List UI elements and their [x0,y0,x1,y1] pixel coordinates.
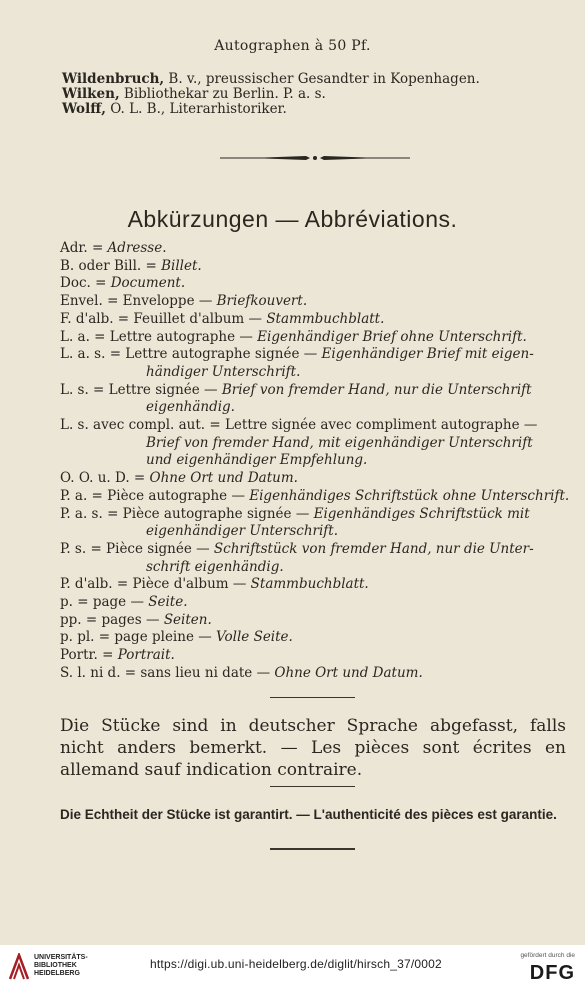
abbreviation-term: p. = page — [60,594,149,610]
abbreviation-meaning: Eigenhändiger Brief mit eigen- [321,346,534,363]
person-list [62,72,480,117]
abbreviation-meaning: Stammbuchblatt. [250,576,369,593]
abbreviation-line [60,541,534,557]
abbreviation-line [60,417,537,433]
abbreviation-term: P. s. = Pièce signée — [60,540,214,557]
abbreviation-meaning: Brief von fremder Hand, nur die Unterschrift [221,381,532,398]
abbreviation-line [60,629,293,645]
abbreviation-term: L. s. = Lettre signée — [60,381,222,398]
abbreviation-meaning: Seiten. [163,611,212,628]
abbreviation-meaning: Document. [110,275,186,292]
abbreviation-term: pp. = pages — [60,611,164,628]
abbreviation-line [146,435,533,451]
abbreviation-line [146,559,284,575]
abbreviation-continuation: eigenhändiger Unterschrift. [146,523,339,540]
abbreviation-meaning: Eigenhändiges Schriftstück ohne Unterschrift. [249,487,570,504]
abbreviation-continuation: und eigenhändiger Empfehlung. [146,452,368,469]
abbreviation-line [146,452,367,468]
university-name: UNIVERSITÄTS- BIBLIOTHEK HEIDELBERG [34,954,88,977]
abbreviation-line [60,576,369,592]
abbreviation-meaning: Eigenhändiges Schriftstück mit [313,505,530,522]
abbreviation-term: B. oder Bill. = [60,257,162,274]
abbreviation-term: P. d'alb. = Pièce d'album — [60,576,251,593]
authenticity-note: Die Echtheit der Stücke ist garantirt. — L'authenticité des pièces est garantie. [60,807,557,822]
abbreviation-line [60,647,175,663]
divider-line [270,848,355,850]
abbreviation-continuation: eigenhändig. [146,399,235,416]
abbreviation-line [60,594,188,610]
person-entry [62,72,480,87]
ornament-divider [220,150,410,166]
abbreviation-meaning: Briefkouvert. [216,293,308,310]
person-entry [62,102,480,117]
abbreviation-line [60,665,423,681]
dfg-logo: DFG [529,962,575,984]
person-name: Wolff, [62,101,106,117]
page-header: Autographen à 50 Pf. [214,38,371,54]
section-heading: Abkürzungen — Abbréviations. [127,206,458,232]
abbreviation-line [60,488,569,504]
abbreviation-term: Portr. = [60,647,118,664]
person-name: Wildenbruch, [62,71,165,87]
person-description: Bibliothekar zu Berlin. P. a. s. [119,86,326,102]
abbreviation-term: O. O. u. D. = [60,470,150,487]
abbreviation-line [60,382,532,398]
abbreviation-term: P. a. = Pièce autographe — [60,487,250,504]
abbreviation-continuation: schrift eigenhändig. [146,558,284,575]
document-url-link[interactable]: https://digi.ub.uni-heidelberg.de/diglit/hirsch_37/0002 [150,957,442,971]
abbreviation-meaning: Billet. [161,257,202,274]
abbreviation-meaning: Eigenhändiger Brief ohne Unterschrift. [257,328,527,345]
person-description: B. v., preussischer Gesandter in Kopenhagen. [164,71,480,87]
abbreviation-continuation: händiger Unterschrift. [146,363,301,380]
abbreviation-meaning: Ohne Ort und Datum. [274,664,423,681]
abbreviation-line [60,258,202,274]
abbreviation-line [60,240,167,256]
abbreviation-line [60,346,534,362]
abbreviation-line [60,329,527,345]
abbreviation-meaning: Adresse. [107,240,167,256]
person-name: Wilken, [62,86,120,102]
divider-line [270,786,355,787]
abbreviation-line [146,523,338,539]
abbreviation-term: L. s. avec compl. aut. = Lettre signée avec compliment autographe — [60,417,538,433]
abbreviation-term: L. a. = Lettre autographe — [60,328,258,345]
abbreviation-term: Envel. = Enveloppe — [60,293,217,310]
abbreviation-line [60,311,384,327]
abbreviation-term: F. d'alb. = Feuillet d'album — [60,310,267,327]
abbreviation-term: Adr. = [60,240,108,256]
abbreviation-term: Doc. = [60,275,111,292]
abbreviation-meaning: Volle Seite. [216,629,293,646]
language-note: Die Stücke sind in deutscher Sprache abgefasst, falls nicht anders bemerkt. — Les pièces sont écrites en allemand sauf indication contraire. [60,716,566,780]
abbreviation-meaning: Portrait. [117,647,175,664]
abbreviation-line [60,470,298,486]
person-entry [62,87,480,102]
abbreviation-line [146,364,300,380]
abbreviation-term: S. l. ni d. = sans lieu ni date — [60,664,275,681]
abbreviation-term: p. pl. = page pleine — [60,629,217,646]
abbreviation-meaning: Stammbuchblatt. [266,310,385,327]
abbreviation-term: L. a. s. = Lettre autographe signée — [60,346,322,363]
abbreviation-line [146,399,235,415]
abbreviation-line [60,612,212,628]
abbreviation-continuation: Brief von fremder Hand, mit eigenhändiger Unterschrift [146,434,533,451]
abbreviation-line [60,275,185,291]
abbreviation-line [60,293,307,309]
abbreviation-meaning: Ohne Ort und Datum. [149,470,298,487]
footer-bar [0,945,585,989]
abbreviation-meaning: Seite. [148,594,188,610]
abbreviation-line [60,506,530,522]
funding-note: gefördert durch die [520,952,575,959]
university-logo-icon [8,953,30,981]
divider-line [270,697,355,698]
person-description: O. L. B., Literarhistoriker. [105,101,287,117]
abbreviation-term: P. a. s. = Pièce autographe signée — [60,505,314,522]
abbreviation-meaning: Schriftstück von fremder Hand, nur die Unter- [213,540,534,557]
